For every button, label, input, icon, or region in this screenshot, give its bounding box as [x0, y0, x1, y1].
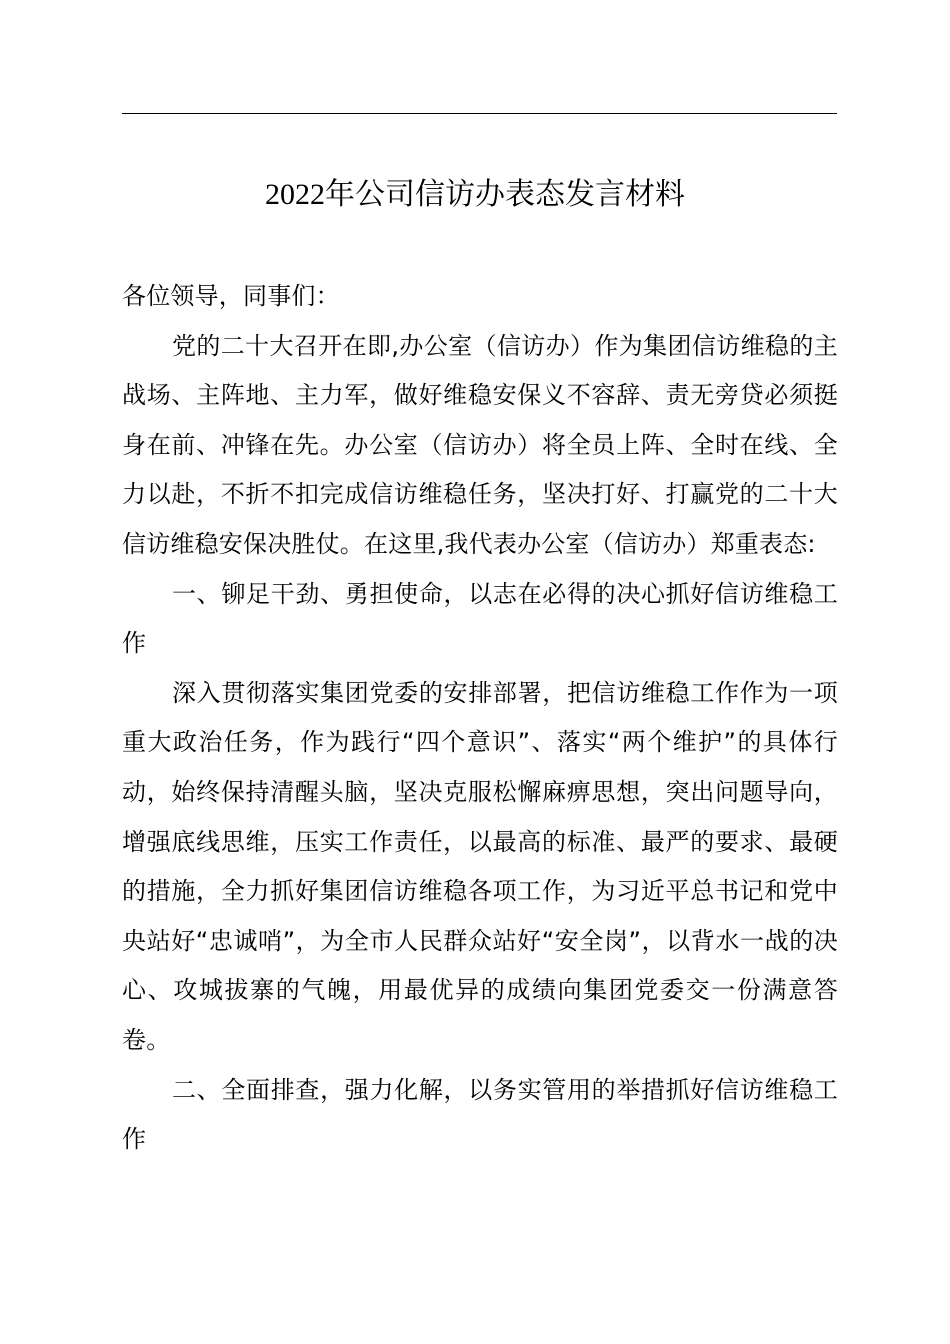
document-body	[122, 272, 838, 1165]
title-year: 2022	[265, 178, 325, 211]
section-heading-2: 二、全面排查，强力化解，以务实管用的举措抓好信访维稳工作	[122, 1075, 838, 1154]
salutation: 各位领导，同事们：	[122, 282, 340, 310]
document-title	[0, 170, 950, 220]
header-rule	[122, 113, 837, 114]
paragraph-intro: 党的二十大召开在即,办公室（信访办）作为集团信访维稳的主战场、主阵地、主力军，做好维稳安保义不容辞、责无旁贷必须挺身在前、冲锋在先。办公室（信访办）将全员上阵、全时在线、全力以赴，不折不扣完成信访维稳任务，坚决打好、打赢党的二十大信访维稳安保决胜仗。在这里,我代表办公室（信访办）郑重表态:	[122, 331, 838, 558]
title-text: 年公司信访办表态发言材料	[325, 177, 685, 212]
section-heading-1: 一、铆足干劲、勇担使命，以志在必得的决心抓好信访维稳工作	[122, 579, 838, 658]
paragraph-section-1: 深入贯彻落实集团党委的安排部署，把信访维稳工作作为一项重大政治任务，作为践行“四个意识”、落实“两个维护”的具体行动，始终保持清醒头脑，坚决克服松懈麻痹思想，突出问题导向，增强底线思维，压实工作责任，以最高的标准、最严的要求、最硬的措施，全力抓好集团信访维稳各项工作，为习近平总书记和党中央站好“忠诚哨”，为全市人民群众站好“安全岗”，以背水一战的决心、攻城拔寨的气魄，用最优异的成绩向集团党委交一份满意答卷。	[122, 678, 838, 1054]
